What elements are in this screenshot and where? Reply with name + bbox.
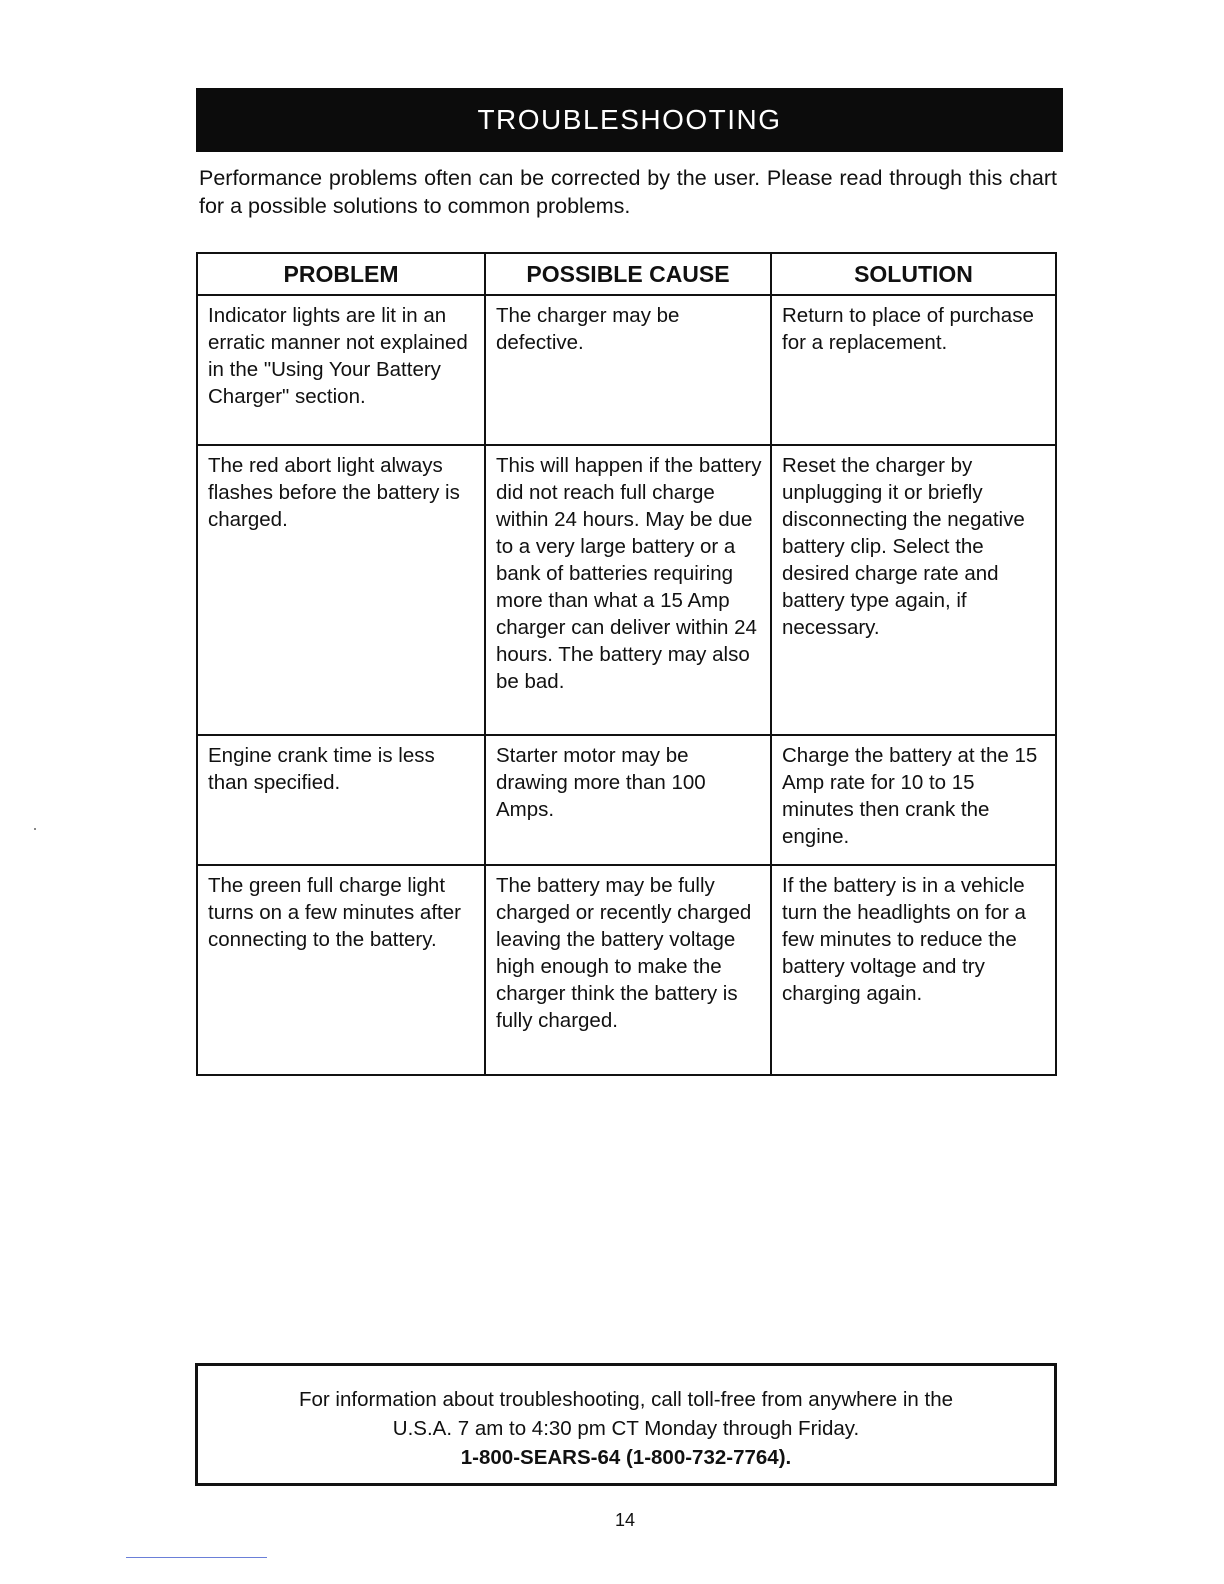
contact-line-2: U.S.A. 7 am to 4:30 pm CT Monday through Friday.	[392, 1417, 860, 1440]
page-title: TROUBLESHOOTING	[196, 88, 1063, 152]
solution-cell: If the battery is in a vehicle turn the headlights on for a few minutes to reduce the battery voltage and try charging again.	[771, 865, 1056, 1075]
cause-cell: This will happen if the battery did not reach full charge within 24 hours. May be due to a very large battery or a bank of batteries requiring more than what a 15 Amp charger can deliver within 24 hours. The battery may also be bad.	[485, 445, 771, 735]
table-header-row	[197, 253, 1056, 295]
contact-info-box	[195, 1363, 1057, 1486]
table-row	[197, 445, 1056, 735]
footer-rule	[126, 1557, 267, 1558]
troubleshooting-table	[196, 252, 1057, 1076]
table-row	[197, 865, 1056, 1075]
contact-line-1: For information about troubleshooting, call toll-free from anywhere in the	[298, 1388, 954, 1411]
scan-speck	[34, 828, 36, 830]
page-number: 14	[614, 1510, 636, 1530]
solution-cell: Reset the charger by unplugging it or briefly disconnecting the negative battery clip. Select the desired charge rate and battery type again, if necessary.	[771, 445, 1056, 735]
header-possible-cause: POSSIBLE CAUSE	[485, 253, 771, 295]
intro-paragraph: Performance problems often can be corrected by the user. Please read through this chart for a possible solutions to common problems.	[199, 166, 1057, 218]
header-solution: SOLUTION	[771, 253, 1056, 295]
problem-cell: Indicator lights are lit in an erratic manner not explained in the "Using Your Battery Charger" section.	[197, 295, 485, 445]
contact-phone-number: 1-800-SEARS-64 (1-800-732-7764).	[460, 1446, 792, 1469]
header-problem: PROBLEM	[197, 253, 485, 295]
table-row	[197, 735, 1056, 865]
solution-cell: Return to place of purchase for a replacement.	[771, 295, 1056, 445]
problem-cell: The green full charge light turns on a few minutes after connecting to the battery.	[197, 865, 485, 1075]
table-row	[197, 295, 1056, 445]
solution-cell: Charge the battery at the 15 Amp rate for 10 to 15 minutes then crank the engine.	[771, 735, 1056, 865]
problem-cell: The red abort light always flashes before the battery is charged.	[197, 445, 485, 735]
cause-cell: The battery may be fully charged or recently charged leaving the battery voltage high enough to make the charger think the battery is fully charged.	[485, 865, 771, 1075]
problem-cell: Engine crank time is less than specified.	[197, 735, 485, 865]
cause-cell: Starter motor may be drawing more than 100 Amps.	[485, 735, 771, 865]
cause-cell: The charger may be defective.	[485, 295, 771, 445]
